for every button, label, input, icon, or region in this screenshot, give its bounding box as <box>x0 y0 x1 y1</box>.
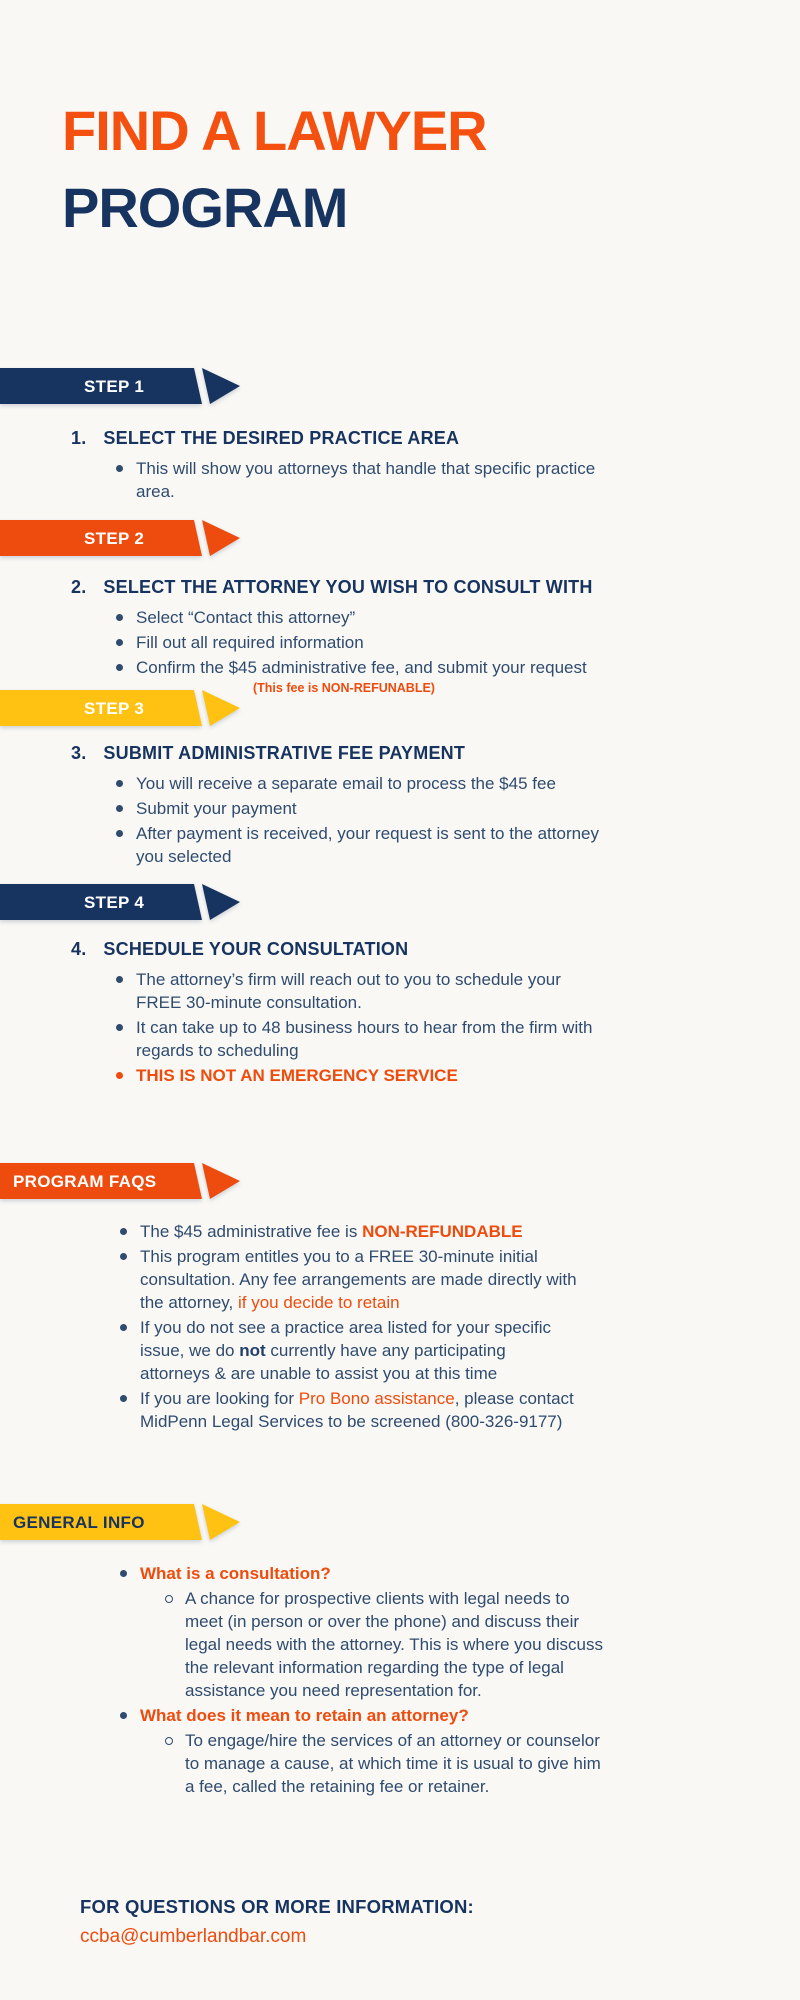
title-line-2: PROGRAM <box>62 176 348 239</box>
answer-text: A chance for prospective clients with legal needs to meet (in person or over the phone) and discuss their legal needs with the attorney. This is where you discuss the relevant information regarding the type of legal assistance you need representation for. <box>185 1589 603 1700</box>
bullet-text: It can take up to 48 business hours to hear from the firm with regards to scheduling <box>136 1018 593 1060</box>
bullet-dot-icon <box>120 1324 127 1331</box>
step-1-number: 1. <box>71 428 87 448</box>
bullet-dot-icon <box>120 1395 127 1402</box>
general-info-banner-label: GENERAL INFO <box>13 1513 145 1532</box>
bullet-text <box>140 1316 580 1385</box>
step-3-section <box>71 742 751 870</box>
step-1-heading <box>71 427 751 450</box>
answer-text: To engage/hire the services of an attorney or counselor to manage a cause, at which time it is usual to give him a fee, called the retaining fee or retainer. <box>185 1731 601 1796</box>
bullet-dot-icon <box>116 1072 123 1079</box>
bullet-text <box>140 1220 523 1243</box>
list-item <box>116 822 606 868</box>
emergency-warning-text: THIS IS NOT AN EMERGENCY SERVICE <box>136 1066 458 1085</box>
list-item <box>120 1316 580 1385</box>
step-2-section <box>71 576 751 696</box>
list-item-question <box>120 1562 610 1585</box>
list-item <box>116 631 606 654</box>
step-3-banner-label: STEP 3 <box>84 699 145 718</box>
bullet-dot-icon <box>116 614 123 621</box>
bullet-dot-icon <box>120 1570 127 1577</box>
list-item <box>120 1245 580 1314</box>
question-text: What is a consultation? <box>140 1564 331 1583</box>
list-item <box>116 968 606 1014</box>
step-3-heading <box>71 742 751 765</box>
step-2-bullet-list <box>116 606 606 679</box>
bullet-text: After payment is received, your request is sent to the attorney you selected <box>136 824 600 866</box>
list-item <box>116 457 606 503</box>
general-info-section <box>120 1562 610 1800</box>
title-line-1: FIND A LAWYER <box>62 99 487 162</box>
step-3-banner <box>0 690 240 726</box>
bullet-dot-icon <box>116 805 123 812</box>
list-item <box>116 797 606 820</box>
program-faqs-section <box>120 1220 580 1435</box>
list-item <box>116 772 606 795</box>
text-run: The $45 administrative fee is <box>140 1222 363 1241</box>
text-run: If you are looking for <box>140 1389 299 1408</box>
contact-email-link[interactable]: ccba@cumberlandbar.com <box>80 1926 307 1947</box>
step-2-banner <box>0 520 240 556</box>
list-item-warning <box>116 1064 606 1087</box>
step-2-number: 2. <box>71 577 87 597</box>
bullet-dot-icon <box>120 1228 127 1235</box>
text-run: currently have any participating attorneys & are unable to assist you at this time <box>140 1341 506 1383</box>
highlight-text-run: Pro Bono assistance <box>298 1389 455 1408</box>
bullet-text: Confirm the $45 administrative fee, and submit your request <box>136 658 587 677</box>
bullet-dot-icon <box>116 830 123 837</box>
bullet-text: Submit your payment <box>136 799 297 818</box>
text-run: If you do not see a practice area listed for your specific issue, we do <box>140 1318 552 1360</box>
step-1-bullet-list <box>116 457 606 503</box>
bullet-dot-icon <box>120 1253 127 1260</box>
circle-bullet-icon <box>165 1737 173 1745</box>
list-item <box>120 1387 580 1433</box>
bullet-text: The attorney’s firm will reach out to you to schedule your FREE 30-minute consultation. <box>136 970 561 1012</box>
page-title <box>62 92 487 246</box>
bullet-dot-icon <box>116 780 123 787</box>
list-item <box>120 1220 580 1243</box>
step-4-heading-text: SCHEDULE YOUR CONSULTATION <box>103 939 409 959</box>
step-4-heading <box>71 938 751 961</box>
bullet-text: Fill out all required information <box>136 633 364 652</box>
bullet-dot-icon <box>116 976 123 983</box>
program-faqs-banner <box>0 1163 240 1199</box>
list-item <box>116 1016 606 1062</box>
general-info-banner <box>0 1504 240 1540</box>
highlight-text-run: if you decide to retain <box>237 1293 400 1312</box>
step-4-banner-label: STEP 4 <box>84 893 145 912</box>
program-faqs-banner-label: PROGRAM FAQS <box>13 1172 157 1191</box>
step-4-section <box>71 938 751 1089</box>
step-1-banner-label: STEP 1 <box>84 377 145 396</box>
list-item-answer <box>165 1587 610 1702</box>
step-2-heading <box>71 576 751 599</box>
step-1-section <box>71 427 751 505</box>
step-1-heading-text: SELECT THE DESIRED PRACTICE AREA <box>103 428 460 448</box>
bullet-text <box>140 1387 580 1433</box>
bullet-dot-icon <box>116 1024 123 1031</box>
bullet-text <box>140 1245 580 1314</box>
step-4-number: 4. <box>71 939 87 959</box>
list-item-answer <box>165 1729 610 1798</box>
step-2-heading-text: SELECT THE ATTORNEY YOU WISH TO CONSULT WITH <box>103 577 593 597</box>
list-item <box>116 606 606 629</box>
list-item <box>116 656 606 679</box>
bullet-text: This will show you attorneys that handle that specific practice area. <box>136 459 596 501</box>
text-run: , please contact MidPenn Legal Services to be screened (800-326-9177) <box>140 1389 574 1431</box>
step-3-number: 3. <box>71 743 87 763</box>
text-run: This program entitles you to a FREE 30-minute initial consultation. Any fee arrangements are made directly with the attorney, <box>140 1247 577 1312</box>
bullet-dot-icon <box>116 465 123 472</box>
bullet-dot-icon <box>120 1712 127 1719</box>
bullet-text: Select “Contact this attorney” <box>136 608 356 627</box>
question-text: What does it mean to retain an attorney? <box>140 1706 469 1725</box>
list-item-question <box>120 1704 610 1727</box>
circle-bullet-icon <box>165 1595 173 1603</box>
bullet-text: You will receive a separate email to process the $45 fee <box>136 774 556 793</box>
step-4-bullet-list <box>116 968 606 1087</box>
footer-heading: FOR QUESTIONS OR MORE INFORMATION: <box>80 1896 474 1917</box>
fee-note: (This fee is NON-REFUNABLE) <box>253 681 435 695</box>
step-3-heading-text: SUBMIT ADMINISTRATIVE FEE PAYMENT <box>103 743 466 763</box>
footer <box>80 1896 474 1948</box>
bullet-dot-icon <box>116 639 123 646</box>
step-1-banner <box>0 368 240 404</box>
highlight-text-run: NON-REFUNDABLE <box>362 1222 523 1241</box>
step-2-banner-label: STEP 2 <box>84 529 145 548</box>
bullet-dot-icon <box>116 664 123 671</box>
step-4-banner <box>0 884 240 920</box>
bold-text-run: not <box>239 1341 266 1360</box>
step-3-bullet-list <box>116 772 606 868</box>
